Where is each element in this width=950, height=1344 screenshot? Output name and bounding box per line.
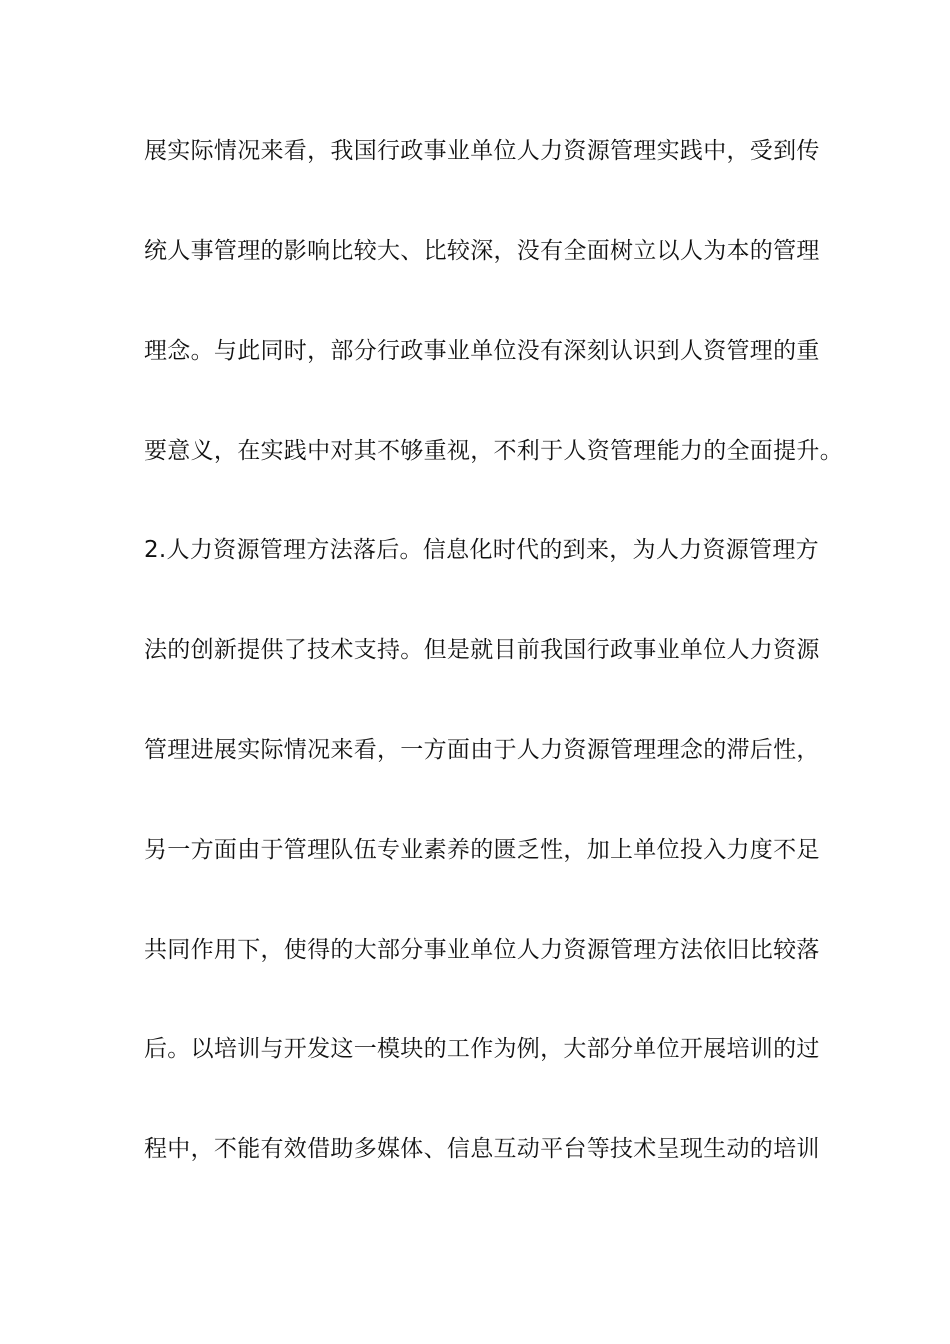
text-line: 管理进展实际情况来看，一方面由于人力资源管理理念的滞后性， [144,737,820,763]
text-line: 后。以培训与开发这一模块的工作为例，大部分单位开展培训的过 [144,1036,820,1062]
text-line: 共同作用下，使得的大部分事业单位人力资源管理方法依旧比较落 [144,937,820,963]
text-line: 要意义，在实践中对其不够重视，不利于人资管理能力的全面提升。 [144,438,843,464]
text-line: 理念。与此同时，部分行政事业单位没有深刻认识到人资管理的重 [144,338,820,364]
text-line: 另一方面由于管理队伍专业素养的匮乏性，加上单位投入力度不足 [144,837,820,863]
text-line: 程中，不能有效借助多媒体、信息互动平台等技术呈现生动的培训 [144,1136,820,1162]
text-line: 展实际情况来看，我国行政事业单位人力资源管理实践中，受到传 [144,138,820,164]
text-line: 2.人力资源管理方法落后。信息化时代的到来，为人力资源管理方 [144,537,819,563]
text-line: 法的创新提供了技术支持。但是就目前我国行政事业单位人力资源 [144,637,820,663]
text-line: 统人事管理的影响比较大、比较深，没有全面树立以人为本的管理 [144,238,820,264]
